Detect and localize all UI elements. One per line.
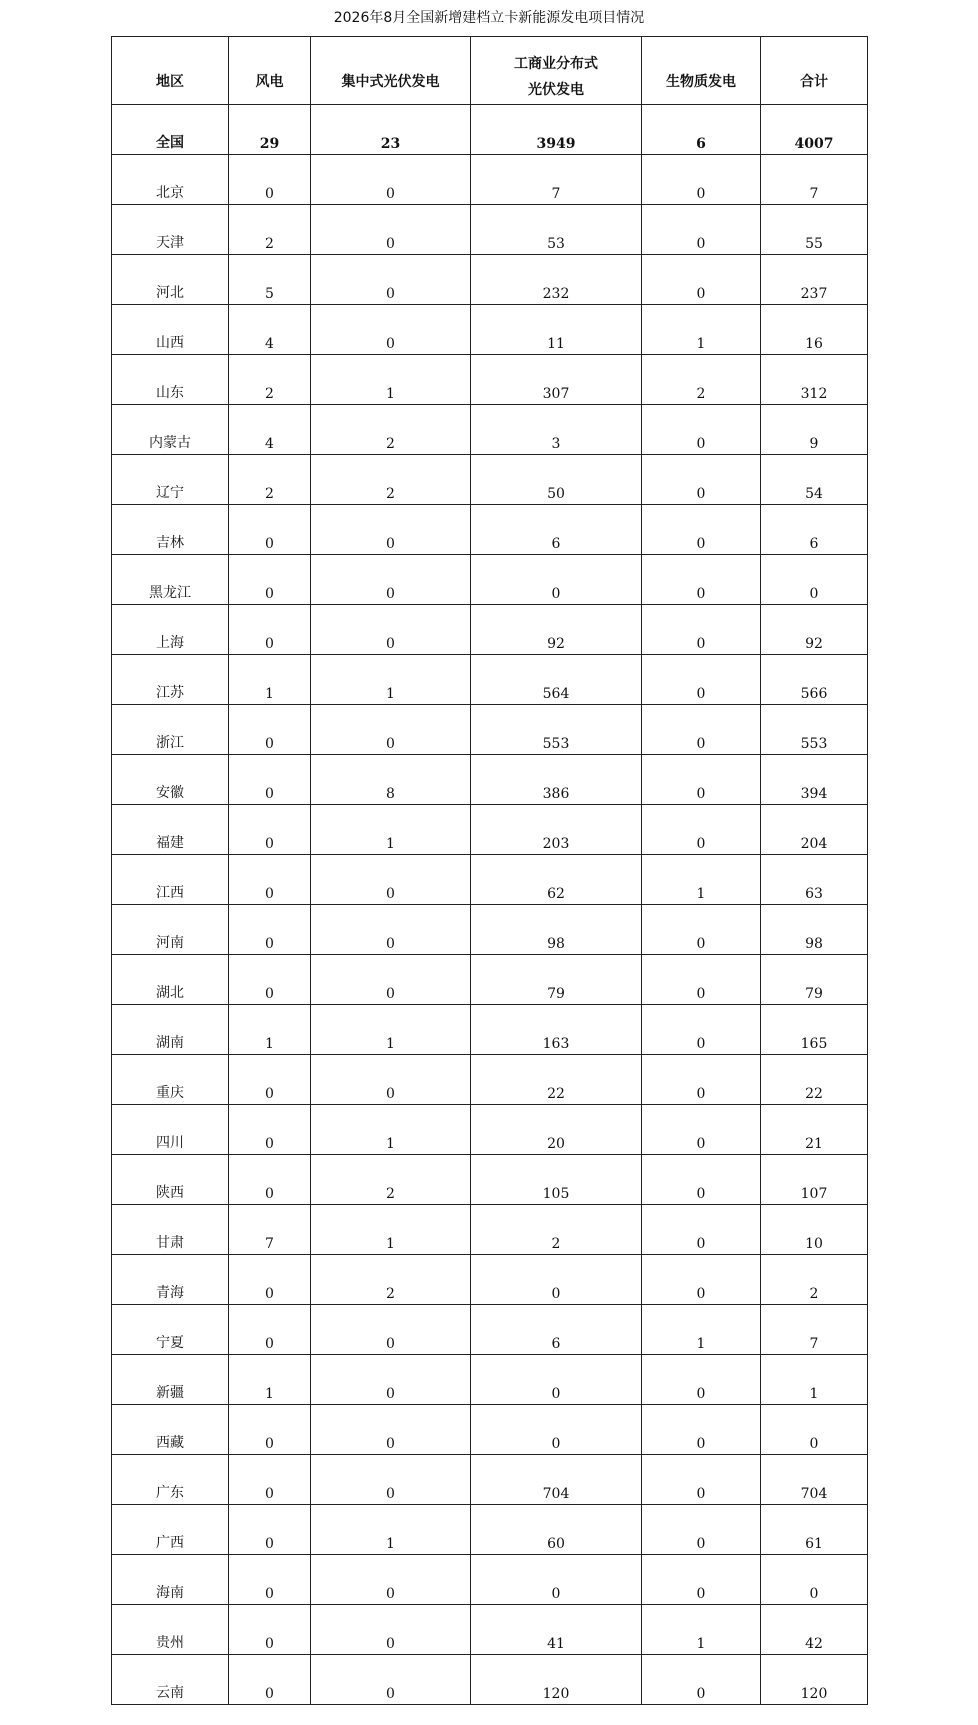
cell-distributed-pv: 232 xyxy=(471,255,642,305)
cell-region: 北京 xyxy=(112,155,229,205)
cell-wind: 5 xyxy=(229,255,311,305)
cell-centralized-pv: 2 xyxy=(311,455,471,505)
cell-distributed-pv: 50 xyxy=(471,455,642,505)
cell-biomass: 0 xyxy=(642,405,761,455)
cell-biomass: 0 xyxy=(642,805,761,855)
cell-wind: 0 xyxy=(229,955,311,1005)
header-wind: 风电 xyxy=(229,37,311,105)
cell-distributed-pv: 62 xyxy=(471,855,642,905)
cell-total: 0 xyxy=(761,1405,868,1455)
table-row xyxy=(112,905,868,955)
cell-wind: 0 xyxy=(229,155,311,205)
cell-total: 21 xyxy=(761,1105,868,1155)
cell-region: 福建 xyxy=(112,805,229,855)
cell-centralized-pv: 8 xyxy=(311,755,471,805)
cell-distributed-pv: 20 xyxy=(471,1105,642,1155)
cell-wind: 0 xyxy=(229,1155,311,1205)
cell-distributed-pv: 163 xyxy=(471,1005,642,1055)
cell-biomass: 0 xyxy=(642,1005,761,1055)
cell-centralized-pv: 0 xyxy=(311,1455,471,1505)
cell-centralized-pv: 0 xyxy=(311,605,471,655)
header-centralized-pv: 集中式光伏发电 xyxy=(311,37,471,105)
cell-region: 西藏 xyxy=(112,1405,229,1455)
cell-distributed-pv: 0 xyxy=(471,1405,642,1455)
cell-centralized-pv: 0 xyxy=(311,505,471,555)
cell-biomass: 0 xyxy=(642,1205,761,1255)
cell-centralized-pv: 0 xyxy=(311,555,471,605)
cell-region: 山西 xyxy=(112,305,229,355)
cell-region: 天津 xyxy=(112,205,229,255)
cell-biomass: 2 xyxy=(642,355,761,405)
cell-distributed-pv: 98 xyxy=(471,905,642,955)
cell-region: 江西 xyxy=(112,855,229,905)
cell-wind: 0 xyxy=(229,555,311,605)
cell-centralized-pv: 1 xyxy=(311,805,471,855)
cell-region: 广东 xyxy=(112,1455,229,1505)
cell-wind: 2 xyxy=(229,205,311,255)
cell-total: 7 xyxy=(761,1305,868,1355)
cell-region: 湖北 xyxy=(112,955,229,1005)
cell-biomass: 0 xyxy=(642,955,761,1005)
cell-wind: 0 xyxy=(229,605,311,655)
cell-region: 宁夏 xyxy=(112,1305,229,1355)
header-distributed-pv xyxy=(471,37,642,105)
cell-biomass: 0 xyxy=(642,655,761,705)
cell-distributed-pv: 53 xyxy=(471,205,642,255)
table-row xyxy=(112,605,868,655)
header-distributed-pv-line2: 光伏发电 xyxy=(528,82,584,98)
table-row xyxy=(112,1055,868,1105)
cell-region: 河北 xyxy=(112,255,229,305)
cell-biomass: 0 xyxy=(642,1105,761,1155)
cell-region: 广西 xyxy=(112,1505,229,1555)
cell-region: 河南 xyxy=(112,905,229,955)
cell-biomass: 0 xyxy=(642,1505,761,1555)
cell-region: 海南 xyxy=(112,1555,229,1605)
cell-biomass: 1 xyxy=(642,1305,761,1355)
table-row xyxy=(112,155,868,205)
cell-total: 394 xyxy=(761,755,868,805)
cell-centralized-pv: 0 xyxy=(311,1405,471,1455)
cell-region: 全国 xyxy=(112,105,229,155)
cell-wind: 1 xyxy=(229,1005,311,1055)
cell-centralized-pv: 0 xyxy=(311,1605,471,1655)
cell-centralized-pv: 0 xyxy=(311,955,471,1005)
cell-total: 6 xyxy=(761,505,868,555)
cell-region: 湖南 xyxy=(112,1005,229,1055)
cell-centralized-pv: 2 xyxy=(311,1155,471,1205)
cell-distributed-pv: 6 xyxy=(471,505,642,555)
cell-total: 4007 xyxy=(761,105,868,155)
table-row xyxy=(112,1155,868,1205)
cell-total: 0 xyxy=(761,555,868,605)
cell-biomass: 0 xyxy=(642,455,761,505)
table-row xyxy=(112,1555,868,1605)
table-row xyxy=(112,355,868,405)
cell-centralized-pv: 0 xyxy=(311,1655,471,1705)
cell-centralized-pv: 0 xyxy=(311,1355,471,1405)
table-row-total xyxy=(112,105,868,155)
cell-distributed-pv: 0 xyxy=(471,1255,642,1305)
page-title: 2026年8月全国新增建档立卡新能源发电项目情况 xyxy=(333,10,645,26)
table-row xyxy=(112,305,868,355)
cell-region: 陕西 xyxy=(112,1155,229,1205)
cell-distributed-pv: 386 xyxy=(471,755,642,805)
cell-wind: 0 xyxy=(229,1105,311,1155)
cell-biomass: 1 xyxy=(642,1605,761,1655)
table-row xyxy=(112,1405,868,1455)
cell-centralized-pv: 1 xyxy=(311,355,471,405)
cell-region: 甘肃 xyxy=(112,1205,229,1255)
cell-biomass: 0 xyxy=(642,505,761,555)
cell-biomass: 0 xyxy=(642,155,761,205)
cell-total: 704 xyxy=(761,1455,868,1505)
cell-wind: 0 xyxy=(229,855,311,905)
cell-wind: 0 xyxy=(229,755,311,805)
cell-total: 165 xyxy=(761,1005,868,1055)
cell-centralized-pv: 0 xyxy=(311,905,471,955)
cell-region: 浙江 xyxy=(112,705,229,755)
cell-biomass: 1 xyxy=(642,305,761,355)
table-row xyxy=(112,755,868,805)
cell-centralized-pv: 0 xyxy=(311,155,471,205)
cell-biomass: 0 xyxy=(642,1455,761,1505)
table-row xyxy=(112,1655,868,1705)
table-row xyxy=(112,1455,868,1505)
cell-total: 237 xyxy=(761,255,868,305)
cell-wind: 0 xyxy=(229,805,311,855)
cell-centralized-pv: 0 xyxy=(311,855,471,905)
cell-region: 上海 xyxy=(112,605,229,655)
table-row xyxy=(112,1505,868,1555)
cell-centralized-pv: 0 xyxy=(311,1055,471,1105)
cell-wind: 0 xyxy=(229,1055,311,1105)
cell-centralized-pv: 1 xyxy=(311,1205,471,1255)
cell-total: 55 xyxy=(761,205,868,255)
table-row xyxy=(112,655,868,705)
header-biomass: 生物质发电 xyxy=(642,37,761,105)
project-table xyxy=(111,36,868,1705)
cell-centralized-pv: 1 xyxy=(311,655,471,705)
cell-biomass: 0 xyxy=(642,905,761,955)
cell-distributed-pv: 564 xyxy=(471,655,642,705)
table-row xyxy=(112,1355,868,1405)
cell-centralized-pv: 1 xyxy=(311,1005,471,1055)
cell-biomass: 0 xyxy=(642,205,761,255)
cell-total: 7 xyxy=(761,155,868,205)
cell-total: 204 xyxy=(761,805,868,855)
cell-wind: 4 xyxy=(229,405,311,455)
cell-total: 2 xyxy=(761,1255,868,1305)
cell-wind: 7 xyxy=(229,1205,311,1255)
cell-distributed-pv: 60 xyxy=(471,1505,642,1555)
cell-region: 新疆 xyxy=(112,1355,229,1405)
cell-total: 63 xyxy=(761,855,868,905)
header-region: 地区 xyxy=(112,37,229,105)
cell-wind: 0 xyxy=(229,905,311,955)
cell-wind: 0 xyxy=(229,1555,311,1605)
cell-distributed-pv: 92 xyxy=(471,605,642,655)
cell-distributed-pv: 6 xyxy=(471,1305,642,1355)
cell-total: 120 xyxy=(761,1655,868,1705)
cell-region: 贵州 xyxy=(112,1605,229,1655)
cell-wind: 0 xyxy=(229,1255,311,1305)
cell-centralized-pv: 0 xyxy=(311,705,471,755)
cell-biomass: 0 xyxy=(642,1655,761,1705)
cell-centralized-pv: 1 xyxy=(311,1105,471,1155)
table-row xyxy=(112,555,868,605)
cell-wind: 0 xyxy=(229,705,311,755)
table-header-row xyxy=(112,37,868,105)
table-row xyxy=(112,255,868,305)
cell-total: 16 xyxy=(761,305,868,355)
table-row xyxy=(112,455,868,505)
table-row xyxy=(112,805,868,855)
table-row xyxy=(112,955,868,1005)
cell-wind: 0 xyxy=(229,1455,311,1505)
cell-wind: 0 xyxy=(229,1305,311,1355)
cell-biomass: 0 xyxy=(642,1055,761,1105)
cell-total: 61 xyxy=(761,1505,868,1555)
header-distributed-pv-line1: 工商业分布式 xyxy=(514,56,598,72)
cell-total: 566 xyxy=(761,655,868,705)
cell-biomass: 0 xyxy=(642,1355,761,1405)
cell-total: 9 xyxy=(761,405,868,455)
cell-wind: 0 xyxy=(229,1605,311,1655)
table-row xyxy=(112,705,868,755)
cell-region: 江苏 xyxy=(112,655,229,705)
cell-distributed-pv: 11 xyxy=(471,305,642,355)
cell-wind: 4 xyxy=(229,305,311,355)
cell-distributed-pv: 7 xyxy=(471,155,642,205)
cell-distributed-pv: 0 xyxy=(471,1355,642,1405)
cell-wind: 0 xyxy=(229,1405,311,1455)
cell-biomass: 1 xyxy=(642,855,761,905)
cell-centralized-pv: 2 xyxy=(311,1255,471,1305)
table-row xyxy=(112,205,868,255)
cell-distributed-pv: 105 xyxy=(471,1155,642,1205)
cell-wind: 0 xyxy=(229,505,311,555)
cell-distributed-pv: 2 xyxy=(471,1205,642,1255)
cell-biomass: 0 xyxy=(642,255,761,305)
cell-wind: 1 xyxy=(229,655,311,705)
cell-total: 0 xyxy=(761,1555,868,1605)
table-row xyxy=(112,1605,868,1655)
cell-region: 重庆 xyxy=(112,1055,229,1105)
cell-distributed-pv: 41 xyxy=(471,1605,642,1655)
table-row xyxy=(112,1255,868,1305)
cell-wind: 0 xyxy=(229,1655,311,1705)
cell-region: 吉林 xyxy=(112,505,229,555)
cell-total: 22 xyxy=(761,1055,868,1105)
cell-total: 1 xyxy=(761,1355,868,1405)
cell-total: 79 xyxy=(761,955,868,1005)
cell-wind: 0 xyxy=(229,1505,311,1555)
cell-distributed-pv: 0 xyxy=(471,555,642,605)
cell-distributed-pv: 553 xyxy=(471,705,642,755)
table-row xyxy=(112,405,868,455)
cell-centralized-pv: 0 xyxy=(311,205,471,255)
cell-distributed-pv: 704 xyxy=(471,1455,642,1505)
cell-biomass: 0 xyxy=(642,555,761,605)
cell-region: 辽宁 xyxy=(112,455,229,505)
cell-biomass: 0 xyxy=(642,755,761,805)
cell-wind: 29 xyxy=(229,105,311,155)
cell-total: 107 xyxy=(761,1155,868,1205)
table-row xyxy=(112,855,868,905)
table-row xyxy=(112,1205,868,1255)
cell-biomass: 0 xyxy=(642,1155,761,1205)
header-total: 合计 xyxy=(761,37,868,105)
cell-biomass: 0 xyxy=(642,1255,761,1305)
cell-distributed-pv: 307 xyxy=(471,355,642,405)
cell-total: 312 xyxy=(761,355,868,405)
cell-region: 安徽 xyxy=(112,755,229,805)
cell-centralized-pv: 23 xyxy=(311,105,471,155)
cell-total: 553 xyxy=(761,705,868,755)
cell-centralized-pv: 0 xyxy=(311,305,471,355)
cell-region: 青海 xyxy=(112,1255,229,1305)
table-row xyxy=(112,1005,868,1055)
cell-centralized-pv: 2 xyxy=(311,405,471,455)
cell-wind: 1 xyxy=(229,1355,311,1405)
cell-region: 云南 xyxy=(112,1655,229,1705)
cell-distributed-pv: 0 xyxy=(471,1555,642,1605)
cell-total: 10 xyxy=(761,1205,868,1255)
cell-region: 黑龙江 xyxy=(112,555,229,605)
cell-wind: 2 xyxy=(229,455,311,505)
cell-distributed-pv: 203 xyxy=(471,805,642,855)
table-row xyxy=(112,1305,868,1355)
cell-distributed-pv: 22 xyxy=(471,1055,642,1105)
cell-distributed-pv: 79 xyxy=(471,955,642,1005)
cell-region: 四川 xyxy=(112,1105,229,1155)
cell-distributed-pv: 3949 xyxy=(471,105,642,155)
cell-total: 54 xyxy=(761,455,868,505)
cell-distributed-pv: 120 xyxy=(471,1655,642,1705)
cell-centralized-pv: 0 xyxy=(311,1555,471,1605)
cell-centralized-pv: 0 xyxy=(311,1305,471,1355)
table-body xyxy=(112,105,868,1705)
cell-centralized-pv: 1 xyxy=(311,1505,471,1555)
cell-total: 42 xyxy=(761,1605,868,1655)
cell-region: 内蒙古 xyxy=(112,405,229,455)
cell-total: 92 xyxy=(761,605,868,655)
cell-wind: 2 xyxy=(229,355,311,405)
cell-biomass: 0 xyxy=(642,1555,761,1605)
cell-biomass: 6 xyxy=(642,105,761,155)
cell-total: 98 xyxy=(761,905,868,955)
table-row xyxy=(112,1105,868,1155)
cell-centralized-pv: 0 xyxy=(311,255,471,305)
cell-biomass: 0 xyxy=(642,705,761,755)
cell-biomass: 0 xyxy=(642,1405,761,1455)
table-row xyxy=(112,505,868,555)
cell-distributed-pv: 3 xyxy=(471,405,642,455)
cell-region: 山东 xyxy=(112,355,229,405)
cell-biomass: 0 xyxy=(642,605,761,655)
